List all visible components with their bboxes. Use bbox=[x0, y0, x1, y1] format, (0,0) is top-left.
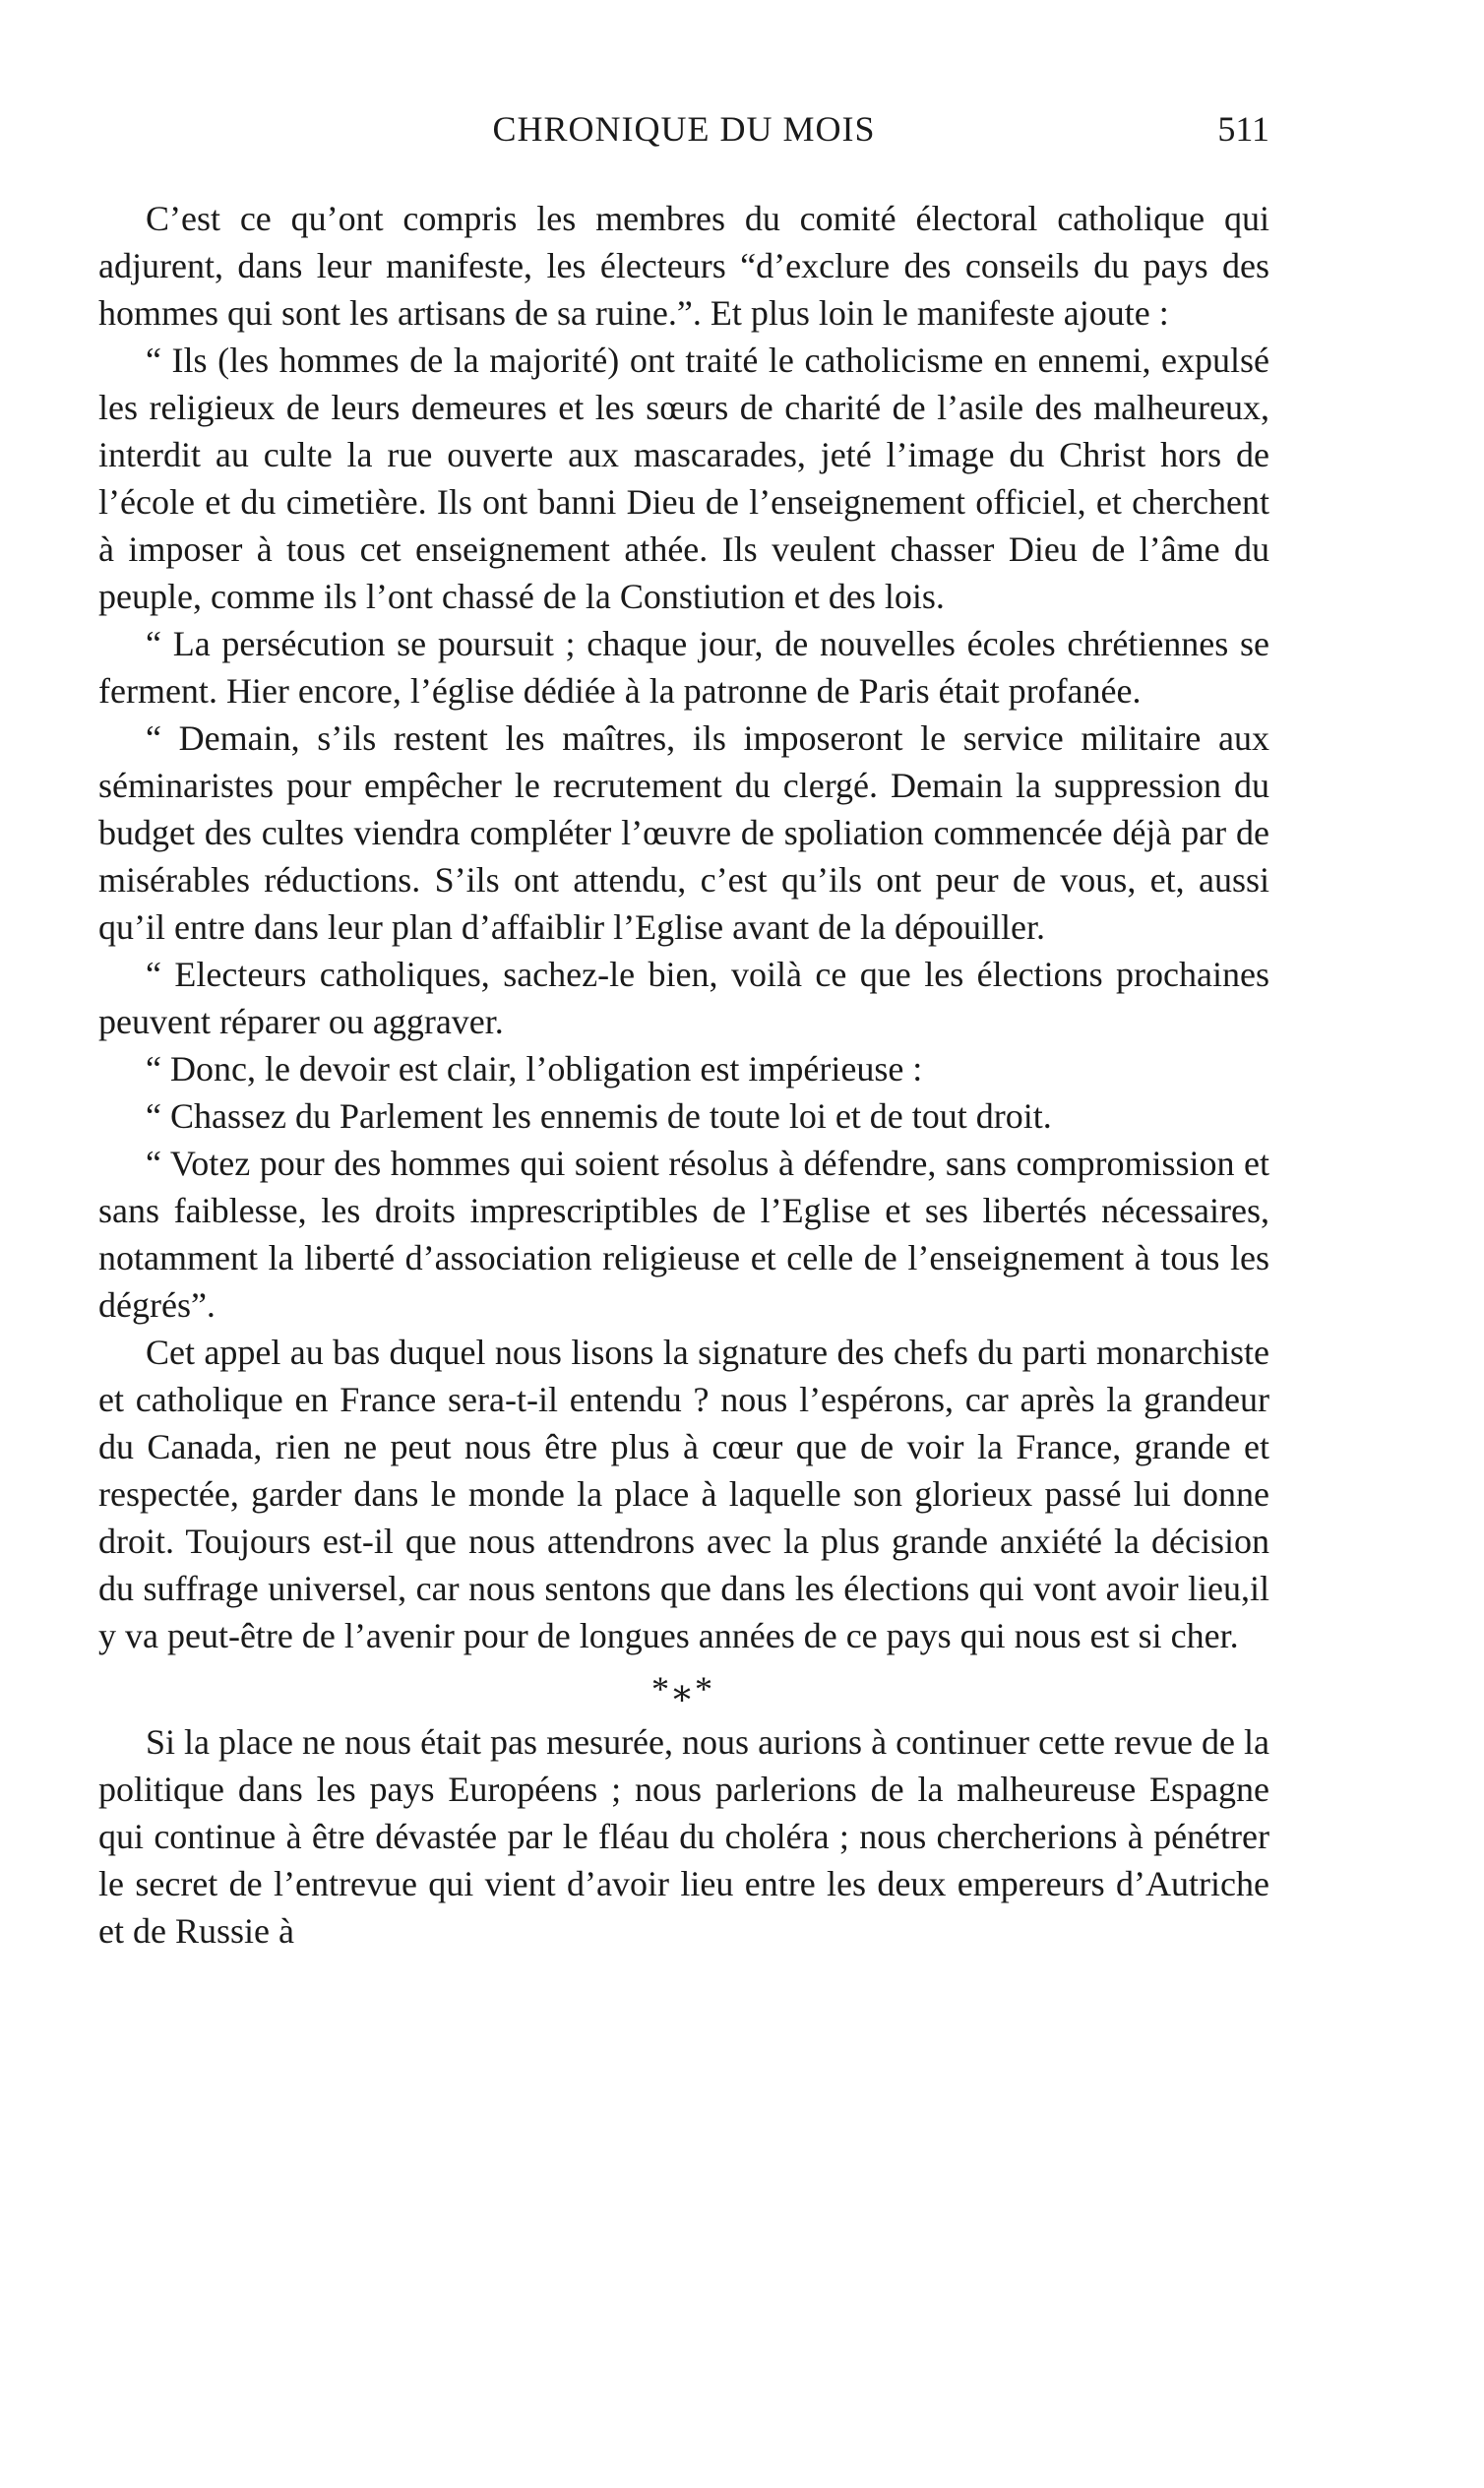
paragraph-quote-3: “ Demain, s’ils restent les maîtres, ils imposeront le service militaire aux séminaristes pour empêcher le recrutement du clergé. Demain la suppression du budget des cultes viendra compléter l’œuvre de spoliation commencée déjà par de misérables réductions. S’ils ont attendu, c’est qu’ils ont peur de vous, et, aussi qu’il entre dans leur plan d’affaiblir l’Eglise avant de la dépouiller. bbox=[98, 718, 1269, 947]
body-text bbox=[98, 195, 1269, 1955]
paragraph-quote-1: “ Ils (les hommes de la majorité) ont traité le catholicisme en ennemi, expulsé les religieux de leurs demeures et les sœurs de charité de l’asile des malheureux, interdit au culte la rue ouverte aux mascarades, jeté l’image du Christ hors de l’école et du cimetière. Ils ont banni Dieu de l’enseignement officiel, et cherchent à imposer à tous cet enseignement athée. Ils veulent chasser Dieu de l’âme du peuple, comme ils l’ont chassé de la Constiution et des lois. bbox=[98, 341, 1269, 616]
paragraph-quote-2: “ La persécution se poursuit ; chaque jour, de nouvelles écoles chrétiennes se ferment. Hier encore, l’église dédiée à la patronne de Paris était profanée. bbox=[98, 624, 1269, 711]
running-title: CHRONIQUE DU MOIS bbox=[492, 109, 876, 149]
paragraph-quote-4: “ Electeurs catholiques, sachez-le bien, voilà ce que les élections prochaines peuvent réparer ou aggraver. bbox=[98, 955, 1269, 1041]
paragraph-intro: C’est ce qu’ont compris les membres du comité électoral catholique qui adjurent, dans leur manifeste, les électeurs “d’exclure des conseils du pays des hommes qui sont les artisans de sa ruine.”. Et plus loin le manifeste ajoute : bbox=[98, 199, 1269, 333]
section-separator: *⁎* bbox=[651, 1669, 716, 1709]
paragraph-closing: Si la place ne nous était pas mesurée, nous aurions à continuer cette revue de la politique dans les pays Européens ; nous parlerions de la malheureuse Espagne qui continue à être dévastée par le fléau du choléra ; nous chercherions à pénétrer le secret de l’entrevue qui vient d’avoir lieu entre les deux empereurs d’Autriche et de Russie à bbox=[98, 1722, 1269, 1951]
paragraph-quote-5: “ Donc, le devoir est clair, l’obligation est impérieuse : bbox=[146, 1049, 923, 1088]
running-head bbox=[98, 108, 1269, 167]
paragraph-commentary: Cet appel au bas duquel nous lisons la signature des chefs du parti monarchiste et catholique en France sera-t-il entendu ? nous l’espérons, car après la grandeur du Canada, rien ne peut nous être plus à cœur que de voir la France, grande et respectée, garder dans le monde la place à laquelle son glorieux passé lui donne droit. Toujours est-il que nous attendrons avec la plus grande anxiété la décision du suffrage universel, car nous sentons que dans les élections qui vont avoir lieu,il y va peut-être de l’avenir pour de longues années de ce pays qui nous est si cher. bbox=[98, 1333, 1269, 1655]
paragraph-quote-7: “ Votez pour des hommes qui soient résolus à défendre, sans compromission et sans faiblesse, les droits imprescriptibles de l’Eglise et ses libertés nécessaires, notamment la liberté d’association religieuse et celle de l’enseignement à tous les dégrés”. bbox=[98, 1144, 1269, 1325]
page-number: 511 bbox=[1217, 109, 1269, 149]
paragraph-quote-6: “ Chassez du Parlement les ennemis de toute loi et de tout droit. bbox=[146, 1096, 1052, 1136]
